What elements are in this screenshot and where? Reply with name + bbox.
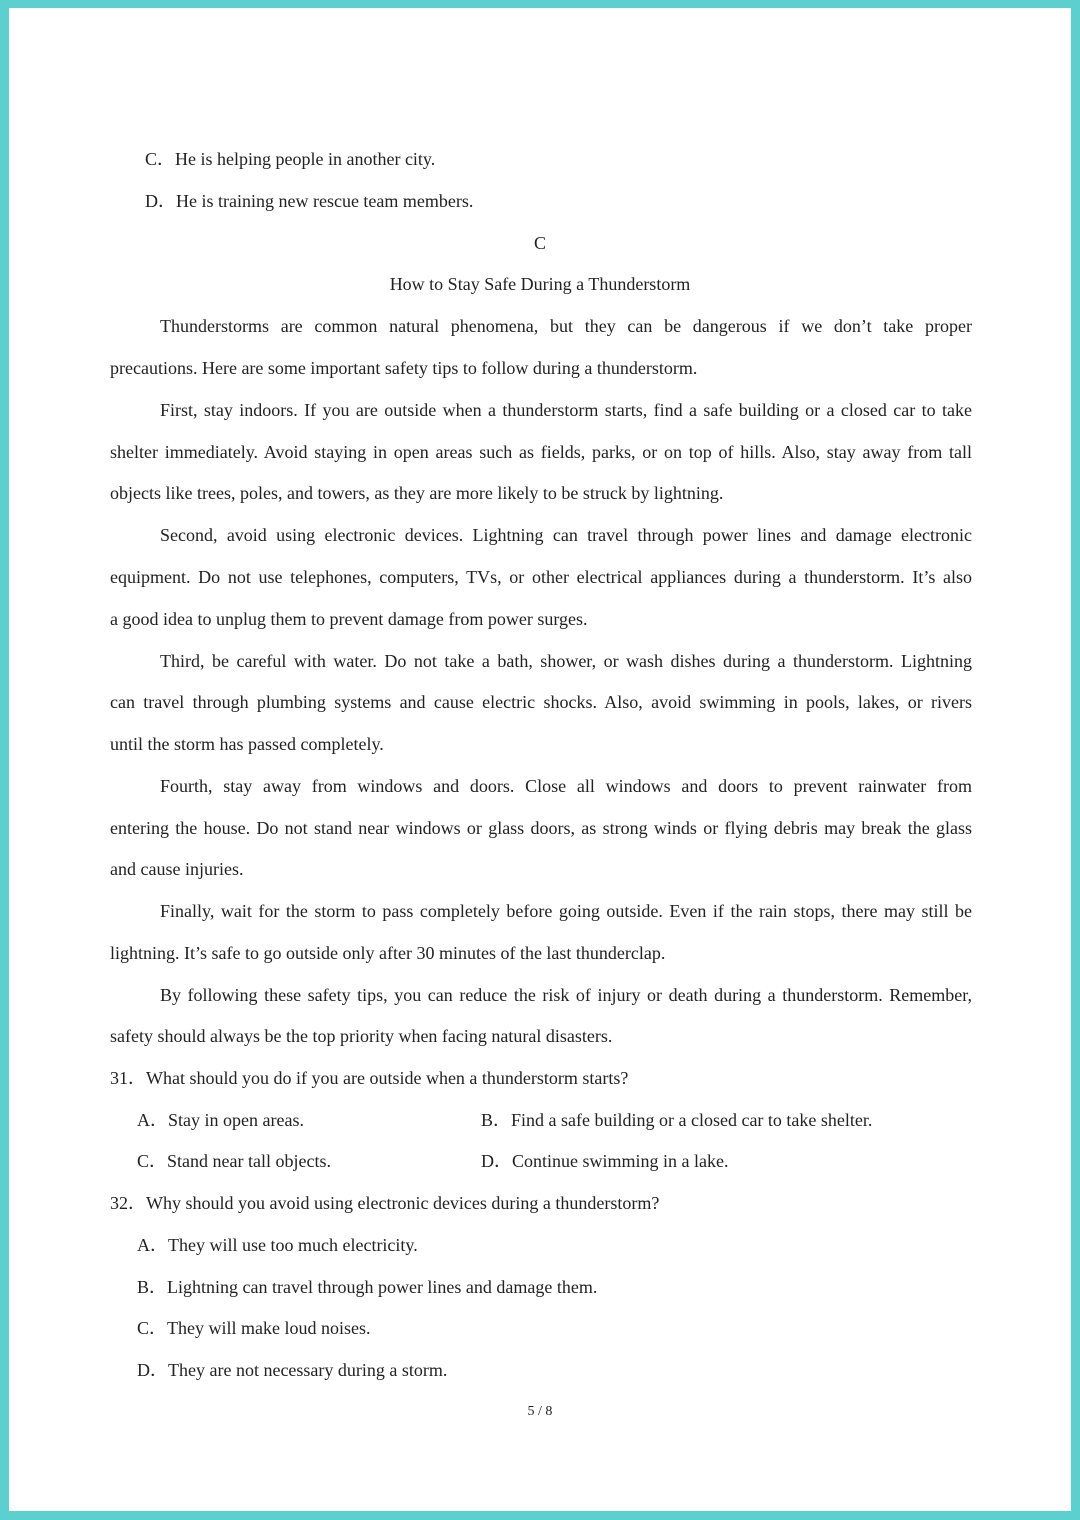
passage-line: precautions. Here are some important safety tips to follow during a thunderstorm. — [110, 358, 698, 378]
q31-option-b: B．Find a safe building or a closed car to take shelter. — [481, 1110, 873, 1130]
passage-line: lightning. It’s safe to go outside only after 30 minutes of the last thunderclap. — [110, 943, 666, 963]
question-31-stem: 31．What should you do if you are outside when a thunderstorm starts? — [110, 1068, 629, 1088]
passage-line: safety should always be the top priority when facing natural disasters. — [110, 1026, 613, 1046]
page-number: 5 / 8 — [527, 1404, 553, 1419]
passage-line: can travel through plumbing systems and cause electric shocks. Also, avoid swimming in pools, lakes, or rivers — [110, 692, 972, 712]
passage-line: until the storm has passed completely. — [110, 734, 384, 754]
q31-option-c: C．Stand near tall objects. — [137, 1151, 331, 1171]
passage-line: Fourth, stay away from windows and doors. Close all windows and doors to prevent rainwater from — [160, 776, 972, 796]
prev-option-d: D．He is training new rescue team members. — [145, 191, 474, 211]
passage-line: equipment. Do not use telephones, computers, TVs, or other electrical appliances during a thunderstorm. It’s also — [110, 567, 972, 587]
passage-line: and cause injuries. — [110, 859, 244, 879]
q32-option-d: D．They are not necessary during a storm. — [137, 1360, 448, 1380]
passage-line: objects like trees, poles, and towers, as they are more likely to be struck by lightning. — [110, 483, 724, 503]
passage-line: shelter immediately. Avoid staying in open areas such as fields, parks, or on top of hills. Also, stay away from tall — [110, 442, 972, 462]
prev-option-c: C．He is helping people in another city. — [145, 149, 436, 169]
passage-line: Thunderstorms are common natural phenomena, but they can be dangerous if we don’t take proper — [160, 316, 972, 336]
passage-title: How to Stay Safe During a Thunderstorm — [389, 274, 691, 294]
document-page — [9, 8, 1071, 1511]
q31-option-a: A．Stay in open areas. — [137, 1110, 304, 1130]
passage-line: a good idea to unplug them to prevent damage from power surges. — [110, 609, 588, 629]
passage-line: Second, avoid using electronic devices. Lightning can travel through power lines and damage electronic — [160, 525, 972, 545]
section-letter: C — [533, 233, 546, 253]
question-32-stem: 32．Why should you avoid using electronic devices during a thunderstorm? — [110, 1193, 660, 1213]
q32-option-b: B．Lightning can travel through power lines and damage them. — [137, 1277, 598, 1297]
q32-option-a: A．They will use too much electricity. — [137, 1235, 418, 1255]
passage-line: By following these safety tips, you can reduce the risk of injury or death during a thunderstorm. Remember, — [160, 985, 972, 1005]
q31-option-d: D．Continue swimming in a lake. — [481, 1151, 729, 1171]
passage-line: entering the house. Do not stand near windows or glass doors, as strong winds or flying debris may break the glass — [110, 818, 972, 838]
passage-line: Third, be careful with water. Do not take a bath, shower, or wash dishes during a thunderstorm. Lightning — [160, 651, 972, 671]
passage-line: First, stay indoors. If you are outside when a thunderstorm starts, find a safe building or a closed car to take — [160, 400, 972, 420]
q32-option-c: C．They will make loud noises. — [137, 1318, 371, 1338]
passage-line: Finally, wait for the storm to pass completely before going outside. Even if the rain stops, there may still be — [160, 901, 972, 921]
